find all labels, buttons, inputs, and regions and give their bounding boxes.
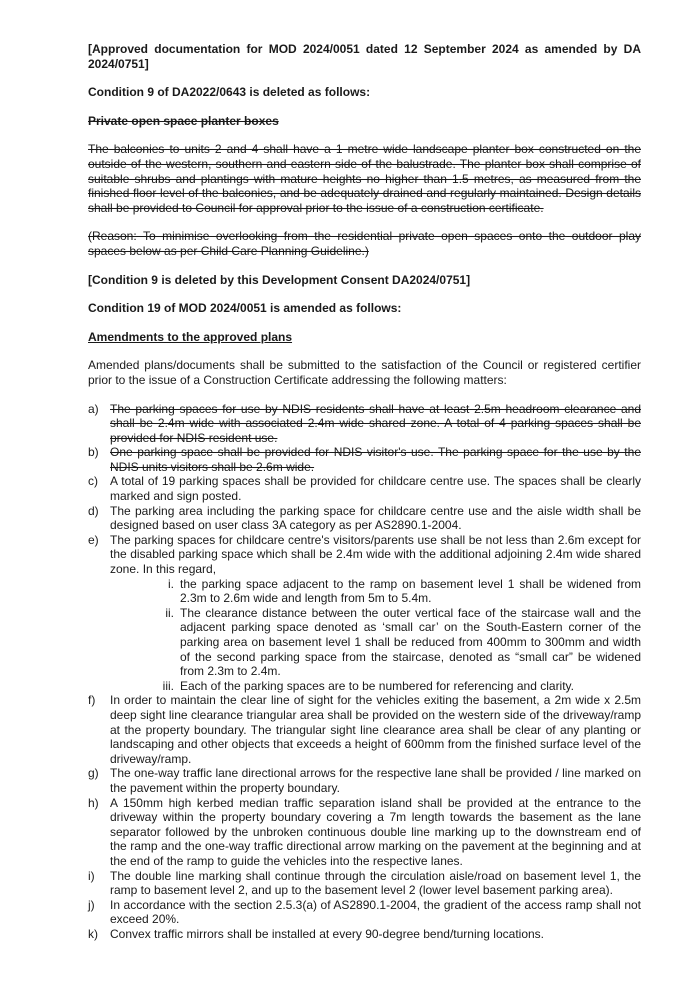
condition-9-deleted-note: [Condition 9 is deleted by this Development Consent DA2024/0751] — [88, 272, 471, 287]
list-item — [88, 796, 641, 869]
list-item — [88, 869, 641, 898]
list-item — [88, 766, 641, 795]
item-label: d) — [88, 503, 99, 518]
item-label: g) — [88, 766, 99, 781]
item-label: b) — [88, 445, 99, 460]
sub-item-text: The clearance distance between the outer vertical face of the staircase wall and the adjacent parking space denoted as ‘small car’ on the South-Eastern corner of the parking area on basement level 1 shall be reduced from 400mm to 300mm and width of the second parking space from the staircase, denoted as “small car” be widened from 2.3m to 2.4m. — [180, 605, 641, 679]
approved-documentation-heading: [Approved documentation for MOD 2024/0051 dated 12 September 2024 as amended by DA 2024/0751] — [88, 42, 641, 71]
item-text: A 150mm high kerbed median traffic separation island shall be provided at the entrance to the driveway within the property boundary covering a 7m length towards the basement as the lane separator followed by the unbroken continuous double line marking up to the downstream end of the ramp and the one-way traffic directional arrow marking on the pavement at the beginning and at the end of the ramp to guide the vehicles into the respective lanes. — [110, 795, 641, 868]
sub-item-label: i. — [168, 576, 174, 591]
item-text: The parking spaces for use by NDIS residents shall have at least 2.5m headroom clearance and shall be 2.4m wide with associated 2.4m wide shared zone. A total of 4 parking spaces shall be provided for NDIS resident use. — [110, 401, 641, 445]
list-item — [88, 693, 641, 766]
item-label: j) — [88, 897, 95, 912]
planter-boxes-body: The balconies to units 2 and 4 shall have a 1 metre wide landscape planter box constructed on the outside of the western, southern and eastern side of the balustrade. The planter box shall comprise of suitable shrubs and plantings with mature heights no higher than 1.5 metres, as measured from the finished floor level of the balconies, and be adequately drained and regularly maintained. Design details shall be provided to Council for approval prior to the issue of a construction certificate. — [88, 142, 641, 215]
planter-boxes-title: Private open space planter boxes — [88, 113, 279, 128]
sub-list-item — [158, 679, 641, 694]
list-item — [88, 445, 641, 474]
list-item — [88, 927, 641, 942]
item-text: In accordance with the section 2.5.3(a) of AS2890.1-2004, the gradient of the access ramp shall not exceed 20%. — [110, 897, 641, 927]
item-text: The one-way traffic lane directional arrows for the respective lane shall be provided / line marked on the pavement within the property boundary. — [110, 766, 641, 795]
item-label: c) — [88, 474, 98, 489]
item-text: One parking space shall be provided for NDIS visitor's use. The parking space for the use by the NDIS units visitors shall be 2.6m wide. — [110, 445, 641, 474]
sub-list — [110, 577, 641, 694]
item-label: k) — [88, 926, 98, 941]
sub-item-label: iii. — [162, 678, 174, 693]
amendments-title: Amendments to the approved plans — [88, 329, 293, 344]
amendments-intro: Amended plans/documents shall be submitted to the satisfaction of the Council or registered certifier prior to the issue of a Construction Certificate addressing the following matters: — [88, 358, 641, 387]
planter-boxes-reason: (Reason: To minimise overlooking from the residential private open spaces onto the outdoor play spaces below as per Child Care Planning Guideline.) — [88, 229, 641, 258]
amendments-list — [88, 402, 641, 942]
condition-19-intro: Condition 19 of MOD 2024/0051 is amended as follows: — [88, 301, 402, 316]
sub-list-item — [158, 606, 641, 679]
item-text: The parking spaces for childcare centre's visitors/parents use shall be not less than 2.6m except for the disabled parking space which shall be 2.4m wide with the additional adjoining 2.4m wide shared zone. In this regard, — [110, 532, 641, 577]
list-item — [88, 898, 641, 927]
item-text: In order to maintain the clear line of sight for the vehicles exiting the basement, a 2m wide x 2.5m deep sight line clearance triangular area shall be provided on the western side of the driveway/ramp at the property boundary. The triangular sight line clearance area shall be clear of any planting or landscaping and other objects that exceeds a height of 600mm from the finished surface level of the driveway/ramp. — [110, 693, 641, 766]
item-text: Convex traffic mirrors shall be installed at every 90-degree bend/turning locations. — [110, 926, 545, 941]
item-label: i) — [88, 868, 95, 883]
item-label: h) — [88, 795, 99, 810]
list-item — [88, 474, 641, 503]
list-item — [88, 504, 641, 533]
item-label: f) — [88, 693, 96, 708]
sub-list-item — [158, 577, 641, 606]
sub-item-label: ii. — [165, 605, 174, 620]
sub-item-text: Each of the parking spaces are to be numbered for referencing and clarity. — [180, 678, 575, 693]
item-text: The parking area including the parking space for childcare centre use and the aisle width shall be designed based on user class 3A category as per AS2890.1-2004. — [110, 503, 641, 533]
list-item — [88, 533, 641, 694]
item-text: The double line marking shall continue through the circulation aisle/road on basement level 1, the ramp to basement level 2, and up to the basement level 2 (lower level basement parking area). — [110, 868, 641, 898]
list-item — [88, 402, 641, 446]
item-label: e) — [88, 532, 99, 547]
item-label: a) — [88, 401, 99, 416]
condition-9-intro: Condition 9 of DA2022/0643 is deleted as follows: — [88, 85, 371, 100]
item-text: A total of 19 parking spaces shall be provided for childcare centre use. The spaces shall be clearly marked and sign posted. — [110, 474, 641, 504]
sub-item-text: the parking space adjacent to the ramp on basement level 1 shall be widened from 2.3m to 2.6m wide and length from 5m to 5.4m. — [180, 576, 641, 606]
